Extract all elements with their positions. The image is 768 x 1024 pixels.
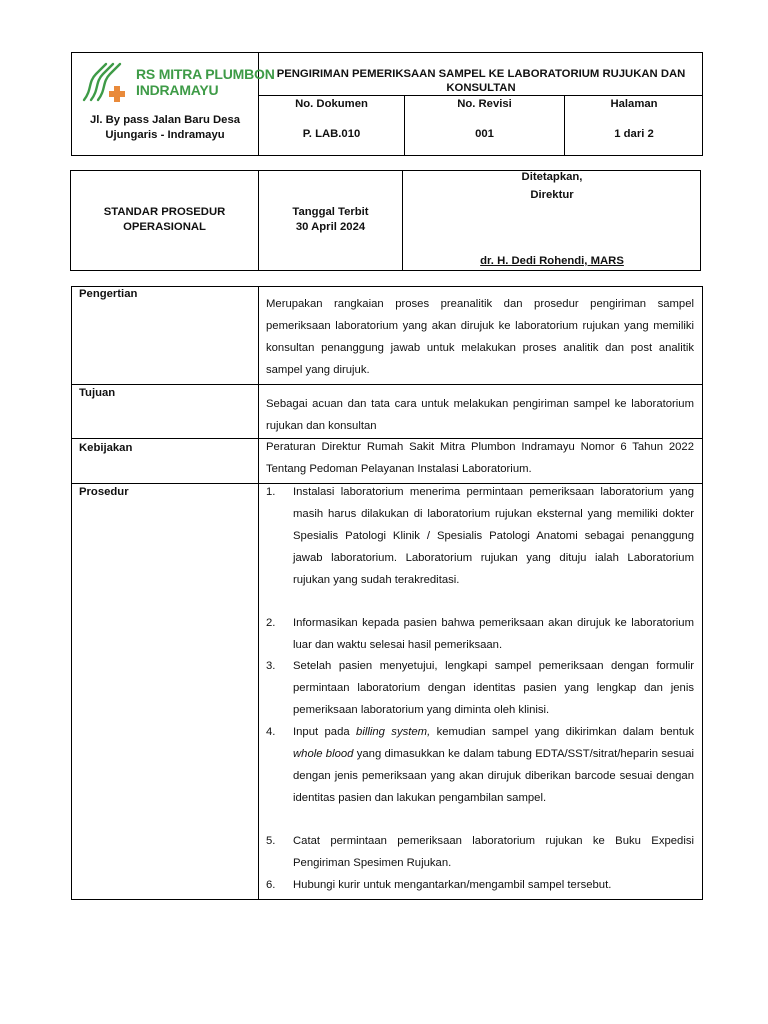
- revision-value: 001: [475, 128, 494, 140]
- pengertian-text: Merupakan rangkaian proses preanalitik dan prosedur pengiriman sampel pemeriksaan laboratorium yang akan dirujuk ke laboratorium rujukan yang memiliki konsultan penanggung jawab untuk melakukan proses analitik dan post analitik sampel yang dirujuk.: [266, 298, 694, 376]
- kebijakan-text: Peraturan Direktur Rumah Sakit Mitra Plumbon Indramayu Nomor 6 Tahun 2022 Tentang Pedoman Pelayanan Instalasi Laboratorium.: [266, 441, 694, 475]
- page-value: 1 dari 2: [614, 128, 654, 140]
- spo-type-line1: STANDAR PROSEDUR: [103, 206, 226, 218]
- approved-line2: Direktur: [530, 189, 574, 201]
- tujuan-text: Sebagai acuan dan tata cara untuk melakukan pengiriman sampel ke laboratorium rujukan dan konsultan: [266, 398, 694, 432]
- step-text: Input pada billing system, kemudian sampel yang dikirimkan dalam bentuk whole blood yang dimasukkan ke dalam tabung EDTA/SST/sitrat/heparin sesuai dengan jenis pemeriksaan yang akan dirujuk diberikan barcode sesuai dengan identitas pasien dan lakukan pengambilan sampel.: [293, 726, 695, 804]
- doc-number-label: No. Dokumen: [295, 98, 368, 110]
- issue-date-label: Tanggal Terbit: [292, 206, 369, 218]
- step-text: Catat permintaan pemeriksaan laboratorium rujukan ke Buku Expedisi Pengiriman Spesimen Rujukan.: [293, 835, 694, 869]
- approved-line1: Ditetapkan,: [521, 171, 583, 183]
- director-name: dr. H. Dedi Rohendi, MARS: [480, 255, 624, 267]
- issue-date-value: 30 April 2024: [295, 221, 366, 233]
- logo-line2: INDRAMAYU: [136, 82, 219, 98]
- pengertian-label: Pengertian: [79, 288, 138, 300]
- document-title-line1: PENGIRIMAN PEMERIKSAAN SAMPEL KE LABORATORIUM RUJUKAN DAN: [276, 68, 686, 80]
- document-title-line2: KONSULTAN: [446, 82, 516, 94]
- logo-line1: RS MITRA PLUMBON: [136, 66, 275, 82]
- step-number: 3.: [266, 660, 276, 672]
- spo-type-line2: OPERASIONAL: [123, 221, 206, 233]
- step-number: 4.: [266, 726, 276, 738]
- tujuan-label: Tujuan: [79, 387, 116, 399]
- hospital-logo-icon: [80, 60, 132, 104]
- doc-number-value: P. LAB.010: [302, 128, 361, 140]
- page-label: Halaman: [610, 98, 658, 110]
- revision-label: No. Revisi: [457, 98, 512, 110]
- step-text: Informasikan kepada pasien bahwa pemeriksaan akan dirujuk ke laboratorium luar dan waktu selesai hasil pemeriksaan.: [293, 617, 694, 651]
- step-text: Instalasi laboratorium menerima permintaan pemeriksaan laboratorium yang masih harus dilakukan di laboratorium rujukan eksternal yang memiliki dokter Spesialis Patologi Klinik / Spesialis Patologi Anatomi sebagai penanggung jawab laboratorium. Laboratorium rujukan yang dituju ialah Laboratorium rujukan yang sudah terakreditasi.: [293, 486, 694, 586]
- hospital-name-logo: [136, 66, 275, 98]
- address-line1: Jl. By pass Jalan Baru Desa: [89, 114, 241, 126]
- step-number: 6.: [266, 879, 276, 891]
- step-text: Setelah pasien menyetujui, lengkapi sampel pemeriksaan dengan formulir permintaan laboratorium dengan identitas pasien yang lengkap dan jenis pemeriksaan laboratorium yang diminta oleh klinisi.: [293, 660, 694, 716]
- kebijakan-label: Kebijakan: [79, 442, 133, 454]
- step-number: 1.: [266, 486, 276, 498]
- prosedur-label: Prosedur: [79, 486, 129, 498]
- step-number: 2.: [266, 617, 276, 629]
- step-text: Hubungi kurir untuk mengantarkan/mengambil sampel tersebut.: [293, 879, 612, 891]
- step-number: 5.: [266, 835, 276, 847]
- address-line2: Ujungaris - Indramayu: [105, 129, 225, 141]
